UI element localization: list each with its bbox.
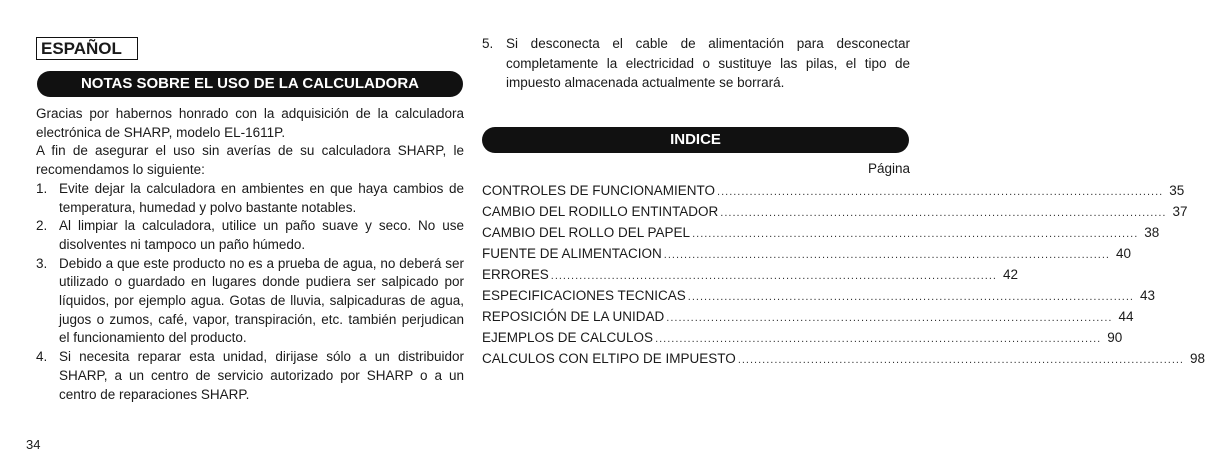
toc-leader-dots: ..............................................................................................................	[717, 186, 1164, 198]
toc-page: 43	[1139, 288, 1156, 303]
language-label: ESPAÑOL	[36, 37, 138, 60]
note-number: 2.	[36, 218, 48, 234]
note-5	[482, 34, 910, 93]
toc-title: CONTROLES DE FUNCIONAMIENTO	[482, 183, 716, 198]
note-item	[36, 255, 464, 349]
notes-list	[36, 180, 464, 404]
toc-entry	[482, 348, 1205, 369]
notes-section	[36, 105, 464, 404]
pagina-column-label: Página	[867, 161, 910, 176]
note-number: 5.	[482, 36, 494, 51]
note-text: Evite dejar la calculadora en ambientes en que haya cambios de temperatura, humedad y polvo bastante notables.	[59, 180, 464, 215]
toc-page: 37	[1172, 204, 1188, 219]
toc-page: 44	[1118, 309, 1134, 324]
intro-paragraph: A fin de asegurar el uso sin averías de su calculadora SHARP, le recomendamos lo siguiente:	[36, 143, 464, 178]
note-number: 3.	[36, 255, 48, 271]
toc-page: 98	[1190, 351, 1205, 366]
toc-page: 42	[1002, 267, 1018, 282]
toc-title: CAMBIO DEL ROLLO DEL PAPEL	[482, 225, 691, 240]
index-heading: INDICE	[482, 127, 909, 153]
toc-leader-dots: ..............................................................................................................	[663, 249, 1110, 261]
toc-leader-dots: ..............................................................................................................	[687, 291, 1134, 303]
note-item	[36, 180, 464, 217]
toc-entry	[482, 201, 1188, 222]
toc-leader-dots: ..............................................................................................................	[550, 270, 997, 282]
toc-page: 40	[1115, 246, 1131, 261]
toc-entry	[482, 243, 1131, 264]
toc-title: ERRORES	[482, 267, 549, 282]
note-item	[36, 217, 464, 254]
toc-entry	[482, 264, 1018, 285]
toc-page: 35	[1169, 183, 1185, 198]
intro-paragraph: Gracias por habernos honrado con la adquisición de la calculadora electrónica de SHARP, modelo EL-1611P.	[36, 106, 464, 140]
toc-title: EJEMPLOS DE CALCULOS	[482, 330, 654, 345]
toc-title: CALCULOS CON ELTIPO DE IMPUESTO	[482, 351, 736, 366]
toc-leader-dots: ..............................................................................................................	[737, 354, 1184, 366]
note-number: 4.	[36, 349, 48, 365]
notes-heading: NOTAS SOBRE EL USO DE LA CALCULADORA	[37, 71, 463, 97]
note-text: Al limpiar la calculadora, utilice un paño suave y seco. No use disolventes ni tampoco un paño húmedo.	[59, 218, 464, 252]
toc-leader-dots: ..............................................................................................................	[692, 228, 1139, 240]
note-item	[36, 348, 464, 404]
toc-leader-dots: ..............................................................................................................	[666, 312, 1113, 324]
toc-title: FUENTE DE ALIMENTACION	[482, 246, 662, 261]
note-number: 1.	[36, 180, 48, 196]
toc-title: CAMBIO DEL RODILLO ENTINTADOR	[482, 204, 719, 219]
note-text: Si necesita reparar esta unidad, dirijase sólo a un distribuidor SHARP, a un centro de servicio autorizado por SHARP o a un centro de reparaciones SHARP.	[59, 349, 464, 402]
toc-page: 90	[1107, 330, 1123, 345]
toc-title: ESPECIFICACIONES TECNICAS	[482, 288, 686, 303]
toc-title: REPOSICIÓN DE LA UNIDAD	[482, 309, 665, 324]
note-text: Si desconecta el cable de alimentación para desconectar completamente la electricidad o sustituye las pilas, el tipo de impuesto almacenada actualmente se borrará.	[506, 36, 910, 90]
note-text: Debido a que este producto no es a prueba de agua, no deberá ser utilizado o guardado en lugares donde pudiera ser salpicado por líquidos, por ejemplo agua. Gotas de lluvia, salpicaduras de agua, jugos o zumos, café, vapor, transpiración, etc. también perjudican el funcionamiento del producto.	[59, 255, 464, 346]
toc-entry	[482, 327, 1123, 348]
toc-entry	[482, 306, 1134, 327]
toc-page: 38	[1144, 225, 1160, 240]
toc-leader-dots: ..............................................................................................................	[720, 207, 1167, 219]
toc-entry	[482, 180, 1185, 201]
toc-entry	[482, 285, 1156, 306]
toc-leader-dots: ..............................................................................................................	[655, 333, 1102, 345]
toc-entry	[482, 222, 1160, 243]
table-of-contents	[482, 180, 1205, 369]
page-number: 34	[26, 437, 41, 452]
